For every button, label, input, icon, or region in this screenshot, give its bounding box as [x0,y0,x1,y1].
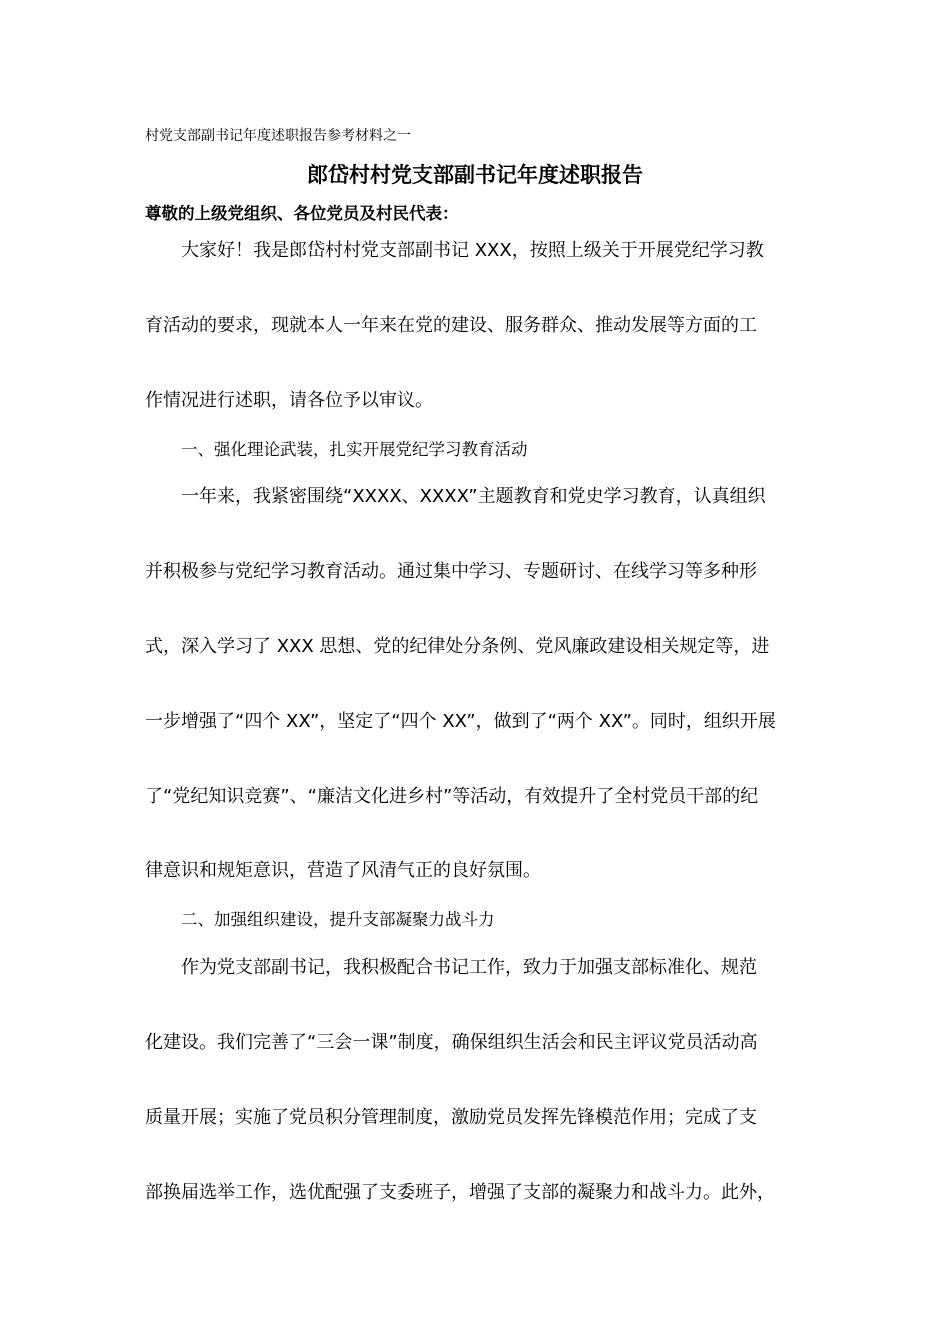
intro-line: 作情况进行述职，请各位予以审议。 [145,390,433,411]
section2-line: 作为党支部副书记，我积极配合书记工作，致力于加强支部标准化、规范 [181,957,757,978]
intro-line: 大家好！我是郎岱村村党支部副书记 XXX，按照上级关于开展党纪学习教 [181,240,764,261]
section1-line: 式，深入学习了 XXX 思想、党的纪律处分条例、党风廉政建设相关规定等，进 [145,636,770,657]
section2-line: 质量开展；实施了党员积分管理制度，激励党员发挥先锋模范作用；完成了支 [145,1107,757,1128]
document-title: 郎岱村村党支部副书记年度述职报告 [307,163,643,187]
section2-line: 化建设。我们完善了“三会一课”制度，确保组织生活会和民主评议党员活动高 [145,1032,758,1053]
section1-line: 一步增强了“四个 XX”，坚定了“四个 XX”，做到了“两个 XX”。同时，组织开展 [145,711,776,732]
header-note: 村党支部副书记年度述职报告参考材料之一 [145,128,411,144]
intro-line: 育活动的要求，现就本人一年来在党的建设、服务群众、推动发展等方面的工 [145,315,757,336]
section1-line: 了“党纪知识竞赛”、“廉洁文化进乡村”等活动，有效提升了全村党员干部的纪 [145,786,759,807]
section2-line: 部换届选举工作，选优配强了支委班子，增强了支部的凝聚力和战斗力。此外， [145,1182,775,1203]
section-heading-2: 二、加强组织建设，提升支部凝聚力战斗力 [181,910,495,929]
section1-line: 并积极参与党纪学习教育活动。通过集中学习、专题研讨、在线学习等多种形 [145,561,757,582]
section1-line: 一年来，我紧密围绕“XXXX、XXXX”主题教育和党史学习教育，认真组织 [181,486,766,507]
section-heading-1: 一、强化理论武装，扎实开展党纪学习教育活动 [181,440,528,459]
section1-line: 律意识和规矩意识，营造了风清气正的良好氛围。 [145,860,541,881]
salutation: 尊敬的上级党组织、各位党员及村民代表： [145,204,459,223]
